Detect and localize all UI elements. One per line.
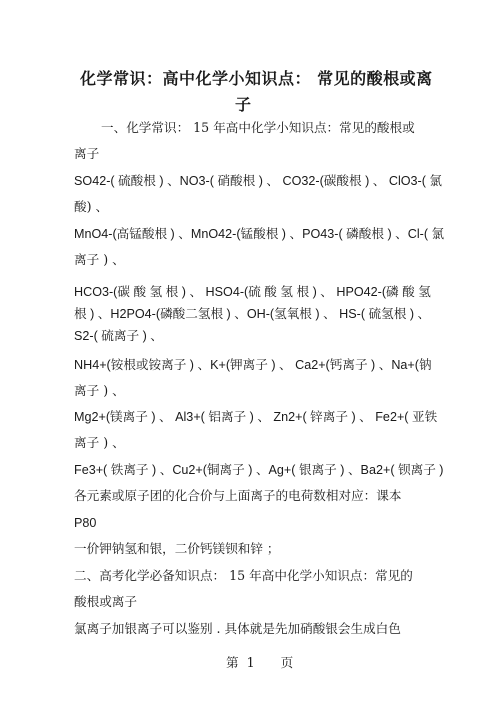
text-line: MnO4-(高锰酸根 ) 、MnO42-(锰酸根 ) 、PO43-( 磷酸根 ) 、Cl-( 氯 bbox=[74, 227, 445, 241]
footer-suffix: 页 bbox=[280, 655, 294, 670]
text-line: 酸根或离子 bbox=[74, 594, 137, 609]
page-footer bbox=[226, 654, 293, 672]
text-line: S2-( 硫离子 ) 、 bbox=[74, 329, 163, 343]
text-line: 各元素或原子团的化合价与上面离子的电荷数相对应：课本 bbox=[74, 488, 402, 503]
text-line: 一、化学常识： 15 年高中化学小知识点：常见的酸根或 bbox=[101, 120, 415, 135]
text-line: 一价钾钠氢和银，二价钙镁钡和锌 ； bbox=[74, 541, 280, 556]
footer-prefix: 第 bbox=[226, 655, 239, 670]
text-line: 根 ) 、H2PO4-(磷酸二氢根 ) 、OH-(氢氧根 ) 、 HS-( 硫氢根 ) 、 bbox=[74, 307, 431, 321]
doc-title-line-1: 化学常识：高中化学小知识点： 常见的酸根或离 bbox=[80, 69, 433, 88]
text-line: Fe3+( 铁离子 ) 、Cu2+(铜离子 ) 、Ag+( 银离子 ) 、Ba2+( 钡离子 ) bbox=[74, 463, 444, 477]
text-line: Mg2+(镁离子 ) 、 Al3+( 铝离子 ) 、 Zn2+( 锌离子 ) 、 Fe2+( 亚铁 bbox=[74, 410, 438, 424]
text-line: 离子 ) 、 bbox=[74, 383, 125, 398]
text-line: NH4+(铵根或铵离子 ) 、K+(钾离子 ) 、 Ca2+(钙离子 ) 、Na+(钠 bbox=[74, 358, 432, 372]
text-line: 离子 ) 、 bbox=[74, 435, 125, 450]
text-line: 酸) 、 bbox=[74, 199, 109, 214]
text-line: 离子 ) 、 bbox=[74, 252, 125, 267]
text-line: HCO3-(碳 酸 氢 根 ) 、 HSO4-(硫 酸 氢 根 ) 、 HPO42-(磷 酸 氢 bbox=[74, 285, 431, 299]
text-line: 离子 bbox=[74, 146, 100, 161]
page-number: 1 bbox=[246, 655, 255, 670]
text-line: P80 bbox=[74, 516, 97, 530]
text-line: 二、高考化学必备知识点： 15 年高中化学小知识点：常见的 bbox=[74, 568, 413, 583]
text-line: SO42-( 硫酸根 ) 、NO3-( 硝酸根 ) 、 CO32-(碳酸根 ) 、 ClO3-( 氯 bbox=[74, 174, 443, 188]
text-line: 氯离子加银离子可以鉴别 . 具体就是先加硝酸银会生成白色 bbox=[74, 621, 401, 636]
doc-title-line-2: 子 bbox=[235, 95, 252, 114]
